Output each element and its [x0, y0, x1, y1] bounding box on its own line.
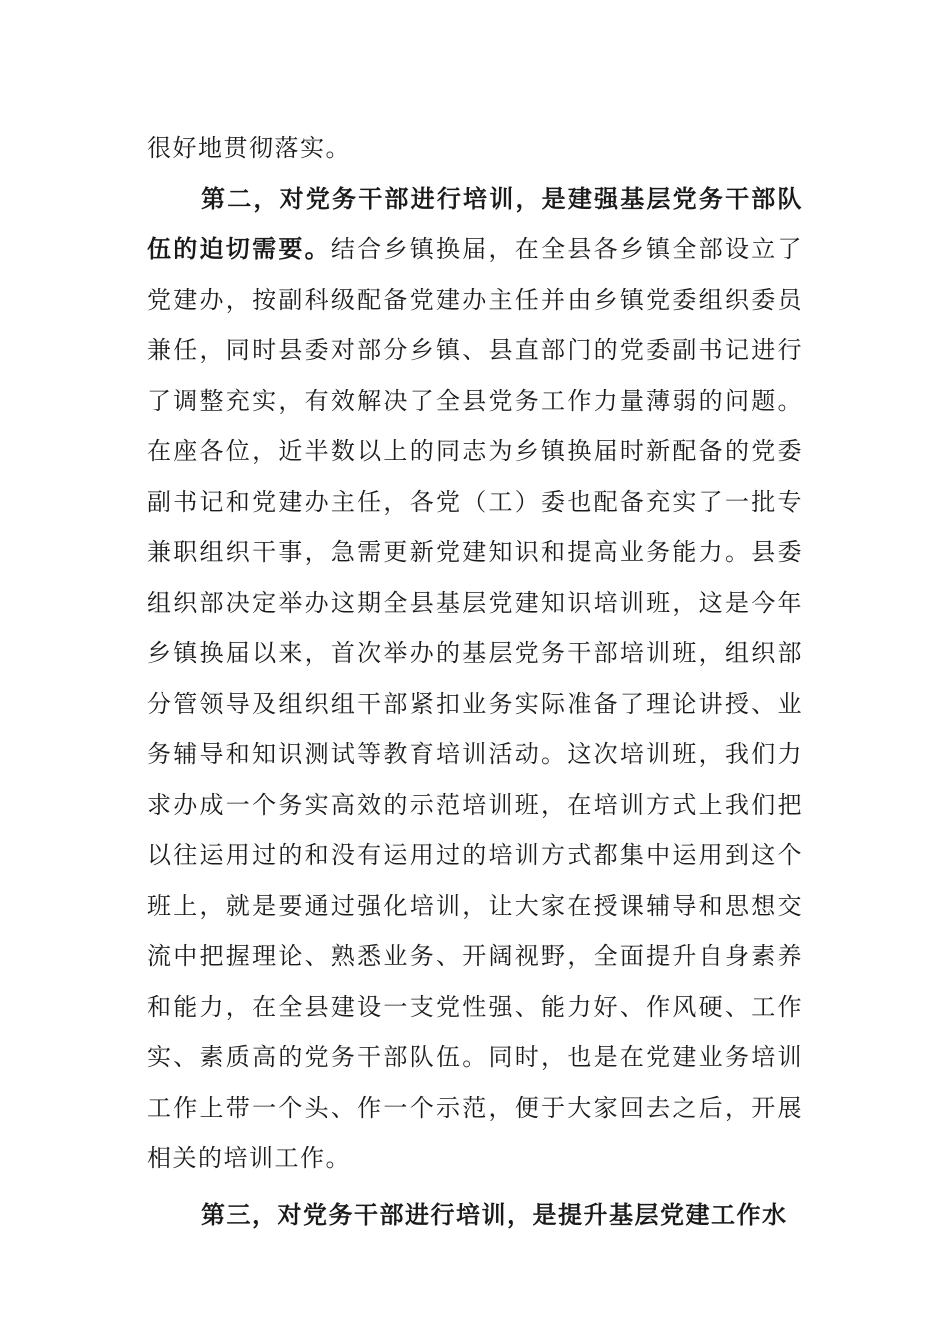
paragraph-2-body: 结合乡镇换届，在全县各乡镇全部设立了党建办，按副科级配备党建办主任并由乡镇党委组织委员兼任，同时县委对部分乡镇、县直部门的党委副书记进行了调整充实，有效解决了全县党务工作力量薄弱的问题。在座各位，近半数以上的同志为乡镇换届时新配备的党委副书记和党建办主任，各党（工）委也配备充实了一批专兼职组织干事，急需更新党建知识和提高业务能力。县委组织部决定举办这期全县基层党建知识培训班，这是今年乡镇换届以来，首次举办的基层党务干部培训班，组织部分管领导及组织组干部紧扣业务实际准备了理论讲授、业务辅导和知识测试等教育培训活动。这次培训班，我们力求办成一个务实高效的示范培训班，在培训方式上我们把以往运用过的和没有运用过的培训方式都集中运用到这个班上，就是要通过强化培训，让大家在授课辅导和思想交流中把握理论、熟悉业务、开阔视野，全面提升自身素养和能力，在全县建设一支党性强、能力好、作风硬、工作实、素质高的党务干部队伍。同时，也是在党建业务培训工作上带一个头、作一个示范，便于大家回去之后，开展相关的培训工作。 [147, 235, 804, 1172]
paragraph-3-lead: 第三，对党务干部进行培训，是提升基层党建工作水 [201, 1199, 788, 1229]
paragraph-3 [147, 1190, 803, 1241]
paragraph-1 [147, 123, 803, 174]
paragraph-2-lead: 第二，对党务干部进行培训，是建强基层党务干部队伍的迫切需要。 [147, 183, 803, 263]
document-body [147, 123, 803, 1240]
paragraph-1-text: 很好地贯彻落实。 [147, 134, 351, 162]
paragraph-2 [147, 174, 803, 1184]
